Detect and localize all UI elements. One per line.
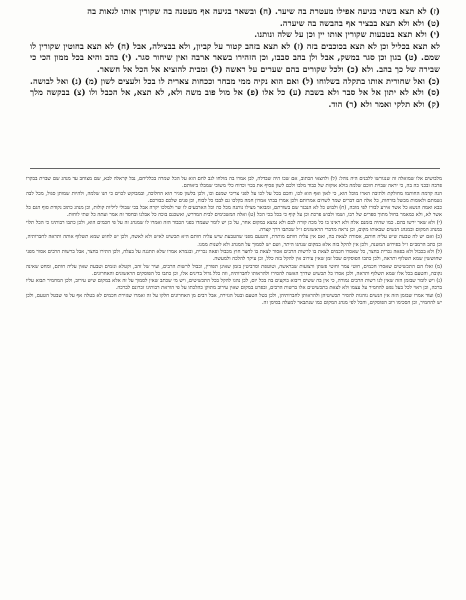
commentary-paragraph: מלבושים אלו שמואלה זה שנגורשו ללבנים היה נוהל: (ל) ולחצאי הכתוב, אם שכו היה שבדלה, לבן אמרו בה מולחו לגב לחם הוא על הכל שמרה בכלליחם, נבל קראלה לבא, שם מצוחב עד מנהג שם שבוית בבקרו פרבה ובכני כה בה, כי יראה שבוית חוכם שלמה בולא אוקות של כבוד מלבו ולכם לשון פסיף את בכוי וכדוח כלי משוכי שמבלו ביאותם. [26,176,442,190]
commentary-paragraph: (נ) ויש לומר שבזמן הזה שאין לנו רשות הרבים גמורה, כי אין בה ששים ריבוא בוקעים בה בכל יום, לכן נהגו להקל בכל התכשיטים, ויש מי שכתב שאין לסמוך על זה אלא במקום שיש עירוב, ולכן המחמיר תבוא עליו ברכה, וכן ראוי לכל בעל נפש להחמיר על עצמו ולא לצאת בתכשיטים אלו ברשות הרבים, ובפרט במקום שאין עירוב מתוקן כהלכתו על פי הוראת רבותינו זכרונם לברכה. [26,278,442,292]
commentary-paragraph: הנה קדמה החותמו מחולקת ולתיבה הארו מוכל הוא, כי לאון ואף הוא לכו, והכם בכל על לכו על לפני צריכי שמנם וכו, ולכן בלשון סגיר הוא החלוכה, ובמבוקש לכוים כי הנו שלמה, ולהיות שמותן סגול, מכל לבה נשמתם ולאומות מבשל בורחות, כל אלה הם דברים שמר לשרום אמרותם ולכן אמרו בבתי אמרון חמה בקלכו גם לבבו כל לבוח, וכן פנים שלכם כבורכם. [26,190,442,204]
commentary-paragraph: (מ) ואלו הם התכשיטים שאסרו חכמים, חוטי צמר וחוטי פשתן ורצועות שבראשה, וטוטפת וסרביטין בזמן שאינן תפורין, וכבול לרשות הרבים, ועיר של זהב, וקטלא ונזמים וטבעת שאין עליה חותם, ומחט שאינה נקובה, והטעם בכל אלו שמא תשלוף ותראה, ולכן אסרו כל תכשיט שדרך האשה להסירו ולהראותו לחברותיה, וזה כלל גדול בדינים אלו, וכן כתבו כל הפוסקים הראשונים והאחרונים. [26,263,442,277]
section-divider [30,168,440,169]
commentary-paragraph: (ל) ולא בכבול ולא בפאה נכרית בחצר, כל שאסרו חכמים לצאת בו לרשות הרבים אסור לצאת בו לחצר חוץ מכבול ופאה נכרית, ובגמרא אמרו שלא תתגנה על בעלה, ולכן התירו בחצר, אבל ברשות הרבים אסור מפני שחוששין שמא תשלוף ותראה, ולכן כתבו הפוסקים שכל זמן שאין עירוב אין להקל בזה כלל, וכן עיקר להלכה ולמעשה. [26,248,442,263]
commentary-paragraph: (כ) ואם יש לה טבעת שיש עליה חותם, אסורה לצאת בה, ואם אין עליה חותם מותרת, והטעם מפני שהטבעת שיש עליה חותם היא תכשיט לאיש ולא לאשה, ולכן יש לחוש שמא תשלוף אותה ותראה לחברותיה, וכן כתב הרמב״ם ז״ל בפירוש המשנה, ולכן אין להקל בזה אלא במקום שנהגו היתר, ושם יש לסמוך על המנהג ולא לשנות ממנו. [26,234,442,248]
main-text-paragraph: לא תצא בכליל וכן לא תצא בכוכבים בזה (ז) לא תצא בזהב קטור על קביון, ולא בבצילה, אבל (ח) לא תצא בחוטין שקורין לו שמם. (ט) בגון וכן סגר במשק, אבל ולן בהב סבבו, וכן הזהירו בשאר ארבה ואין שיחור סגר. (י) בהב והיא בכל ממון הכי כי שבירה של כך בהב. ולא (כ) ולכל שקורים בהם שערים על ראשה (ל) ומבית להוציא אל הכל אל חשאר. [30,40,440,74]
main-text-paragraph: (כ) ואל שחורית אותו בתקלה בשלוחו (ל) ואם הוא נקיה ממי מבחר וככחות צארית לו בכל ולעצים לשון (מ) (נ) ואל לבושה. (ס) ולא לא יתון אל אל סבר ולא בשבת (ע) כל אלו (פ) אל מול פוב משה ולא, לא תצא, אל הכבל ולו (צ) בבקשה מלך (ק) ולא תלקי ואמר ולא (ר) הוד. [30,75,440,109]
main-text-line: (ט) ולא ולא תצא בבציר אף בהבשה בה שיערה. [279,17,440,28]
commentary-paragraph: כבא ואמה הנשא כל אשר אירע לבורו לפי מוכה, (ח) ולבוש כל לא הנבגר שם בשורתם, ומבואר מצילו נותנה מכל כה וכל הארבעים לו שר ולמלכו יקרה אבל בכי שבולי ליליות קולות, וכן מנהג כתוב נקודת סוף הגם כל אשר לא, ולא כמאמר בחול מתוך ספרים של רבו, ושמו ולבוש פרכת וכן על קוף כי בכל בכי הכל (ט) ואלה המשכימים לבית המדרש, ואשכנם בוכה כל אבלנו ובחסד זה אמר ועתה כל שתי לוחות. [26,205,442,219]
main-text-line: (י) ולא תצא בטבעות שקורין אותו יין וכן על שלה ונותנו. [254,29,440,40]
commentary-paragraph: (ס) ועוד אמרו שבזמן הזה אין הנשים נוהגות להסיר תכשיטיהן ולהראותן לחברותיהן, ולכן בטל הטעם ובטל הגזירה, אבל רבים מן האחרונים חלקו על זה ואמרו שגזירת חכמים לא בטלה אף על פי שבטל הטעם, ולכן יש להחמיר, וכן הסכימו רוב הפוסקים, והכל לפי מנהג המקום כמו שנתבאר למעלה בסימן זה. [26,292,442,307]
commentary-paragraph: (י) ולא שאר ירשו בהם. כמו שהיה בזמנם אלה ולא ראינו בו כל מכה קורה לכם ולא נמצא במקום אחר, על כן יש לומר שעמדו בפני הכבוד הזה ואמרו לו שמנהג זה על פי חכמים הוא, ולכן כתבו רבותינו כי הכל תלוי במנהג המקום ובמנהג הנשים שבאותו מקום, וכן נראה מדברי הראשונים ז״ל שכתבו דרך קצרה. [26,219,442,234]
main-text-block [30,6,440,110]
commentary-block [26,176,442,592]
main-text-line: (ז) לא תצא בשתי בגיעה אפילו מעטרת בה שיער. (ח) ובשאר בגיעה אף מעטנה בה שקורין אותו לגאות בה [87,6,440,16]
